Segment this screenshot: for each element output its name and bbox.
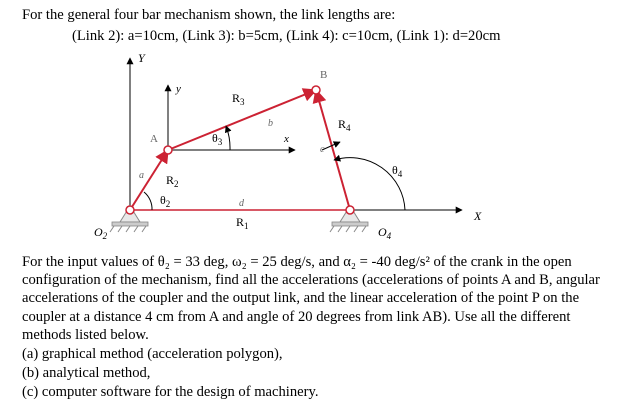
label-y: y: [176, 83, 181, 95]
label-X: X: [474, 209, 482, 223]
label-c: c: [320, 144, 325, 155]
link-lengths: (Link 2): a=10cm, (Link 3): b=5cm, (Link 4): c=10cm, (Link 1): d=20cm: [72, 28, 501, 44]
pin-b: [312, 86, 320, 94]
problem-statement: For the input values of θ₂ = 33 deg, ω₂ = 25 deg/s, and α₂ = -40 deg/s² of the crank in the open configuration of the mechanism, find all the accelerations (accelerations of points A and B, angular accelerations of the coupler and the output link, and the linear acceleration of the point P on the coupler at a distance 4 cm from A and angle of 20 degrees from link AB). Use all the different methods listed below.: [22, 254, 600, 343]
label-b: b: [268, 118, 273, 129]
theta3-arc: [226, 126, 230, 150]
label-B: B: [320, 69, 328, 81]
label-x: x: [284, 133, 289, 145]
label-Y: Y: [138, 51, 145, 65]
pin-o2: [126, 206, 134, 214]
label-O4: $O_4$: [378, 225, 392, 241]
method-a: (a) graphical method (acceleration polygon),: [22, 346, 283, 362]
four-bar-diagram: [0, 50, 632, 250]
label-R2: $R_2$: [166, 173, 179, 189]
label-R4: $R_4$: [338, 117, 351, 133]
label-theta2: $\theta_2$: [160, 193, 171, 209]
label-a: a: [139, 170, 144, 181]
pin-a: [164, 146, 172, 154]
pin-o4: [346, 206, 354, 214]
label-theta3: $\theta_3$: [212, 131, 223, 147]
theta2-arc: [144, 192, 152, 210]
label-A: A: [150, 133, 158, 145]
label-O2: $O_2$: [94, 225, 108, 241]
label-R1: $R_1$: [236, 215, 249, 231]
method-b: (b) analytical method,: [22, 365, 151, 381]
label-R3: $R_3$: [232, 91, 245, 107]
label-d: d: [239, 198, 244, 209]
method-c: (c) computer software for the design of machinery.: [22, 384, 319, 400]
problem-intro: For the general four bar mechanism shown, the link lengths are:: [22, 7, 396, 23]
label-theta4: $\theta_4$: [392, 163, 403, 179]
